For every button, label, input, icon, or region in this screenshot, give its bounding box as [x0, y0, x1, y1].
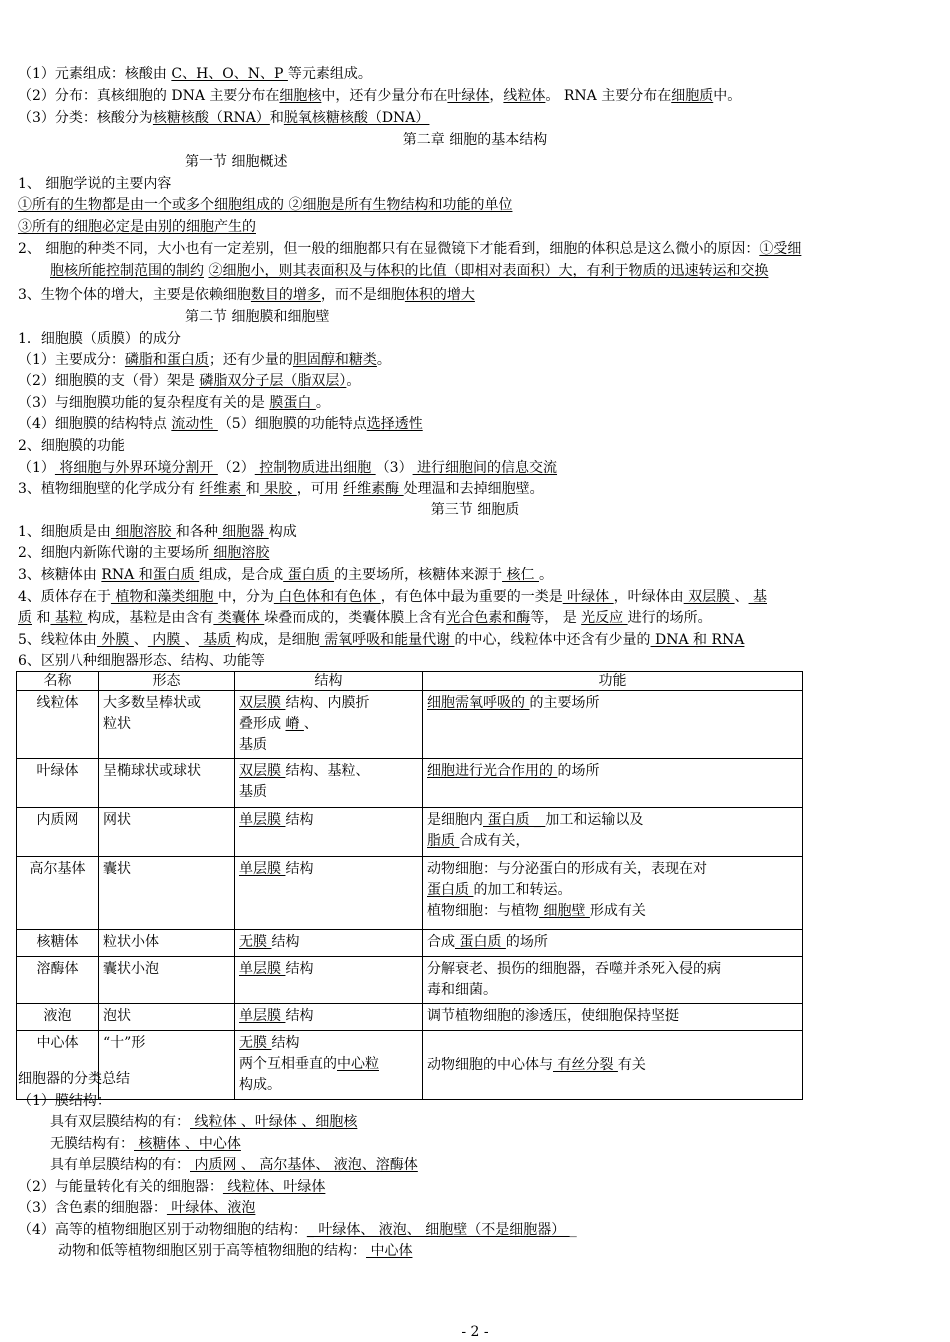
membrane-line: （2）细胞膜的支（骨）架是 磷脂双分子层（脂双层）。: [18, 373, 361, 389]
nucleic-acid-line: （3）分类：核酸分为核糖核酸（RNA）和脱氧核糖核酸（DNA）: [18, 110, 430, 126]
underlined-answer: 细胞核: [279, 88, 322, 104]
underlined-answer: 核糖体 、中心体: [134, 1136, 241, 1152]
underlined-answer: 细胞需氧呼吸的: [427, 695, 530, 711]
table-row: [17, 691, 803, 759]
underlined-answer: 线粒体、叶绿体: [222, 1179, 326, 1195]
organelle-name: 中心体: [17, 1031, 99, 1100]
underlined-answer: RNA 和蛋白质: [101, 567, 200, 583]
membrane-line: （3）与细胞膜功能的复杂程度有关的是 膜蛋白 。: [18, 395, 330, 411]
organelle-function: 调节植物细胞的渗透压，使细胞保持坚挺: [423, 1004, 803, 1031]
organelle-function: 动物细胞的中心体与 有丝分裂 有关: [423, 1031, 803, 1100]
underlined-answer: 类囊体: [213, 610, 265, 626]
organelle-function: 分解衰老、损伤的细胞器，吞噬并杀死入侵的病 毒和细菌。: [423, 957, 803, 1004]
table-row: [17, 957, 803, 1004]
underlined-answer: 细胞壁: [539, 903, 590, 919]
organelle-structure: 单层膜 结构: [235, 808, 423, 857]
underlined-answer: 有丝分裂: [553, 1056, 618, 1073]
organelle-name: 高尔基体: [17, 857, 99, 930]
underlined-answer: 嵴: [285, 716, 304, 732]
page-number: - 2 -: [461, 1324, 489, 1340]
cell-theory-line: 2、 细胞的种类不同，大小也有一定差别，但一般的细胞都只有在显微镜下才能看到，细胞的体积总是这么微小的原因：①受细: [18, 241, 802, 257]
section-title: 第三节 细胞质: [430, 502, 520, 518]
summary-line: （1）膜结构：: [18, 1093, 111, 1109]
underlined-answer: 流动性: [171, 416, 218, 432]
underlined-answer: 细胞溶胶: [208, 545, 270, 561]
organelle-shape: 囊状小泡: [99, 957, 235, 1004]
organelle-shape: 泡状: [99, 1004, 235, 1031]
underlined-answer: ③所有的细胞必定是由别的细胞产生的: [18, 219, 256, 235]
underlined-answer: 细胞器: [217, 524, 269, 540]
organelle-function: 细胞需氧呼吸的 的主要场所: [423, 691, 803, 759]
underlined-answer: 基: [748, 589, 767, 605]
cell-theory-line: 3、生物个体的增大，主要是依赖细胞数目的增多，而不是细胞体积的增大: [18, 287, 475, 303]
underlined-answer: 数目的增多: [250, 287, 321, 303]
underlined-answer: 将细胞与外界环境分割开: [54, 460, 218, 476]
underlined-answer: 外膜: [96, 632, 134, 648]
organelle-name: 液泡: [17, 1004, 99, 1031]
underlined-answer: 线粒体 、叶绿体 、细胞核: [190, 1114, 358, 1130]
table-row: [17, 930, 803, 957]
organelle-structure: 单层膜 结构: [235, 957, 423, 1004]
underlined-answer: 单层膜: [239, 861, 286, 877]
organelle-name: 叶绿体: [17, 759, 99, 808]
underlined-answer: 胆固醇和糖类: [292, 352, 377, 368]
underlined-answer: 植物和藻类细胞: [110, 589, 218, 605]
underlined-answer: 磷脂和蛋白质: [124, 352, 209, 368]
organelle-name: 线粒体: [17, 691, 99, 759]
underlined-answer: 核糖核酸（RNA）: [152, 110, 270, 126]
underlined-answer: 纤维素酶: [343, 481, 404, 497]
organelle-structure: 无膜 结构: [235, 930, 423, 957]
underlined-answer: 叶绿体: [447, 88, 490, 104]
underlined-answer: 蛋白质: [283, 567, 335, 583]
summary-line: 具有单层膜结构的有： 内质网 、 高尔基体、 液泡、溶酶体: [50, 1157, 418, 1173]
underlined-answer: 单层膜: [239, 1008, 286, 1024]
table-header: 名称: [17, 672, 99, 691]
underlined-answer: ①受细: [759, 241, 802, 257]
membrane-line: 3、植物细胞壁的化学成分有 纤维素 和 果胶 ，可用 纤维素酶 处理温和去掉细胞壁。: [18, 481, 544, 497]
underlined-answer: 纤维素: [199, 481, 246, 497]
cell-theory-line: [50, 261, 768, 282]
underlined-answer: 细胞质: [671, 88, 714, 104]
underlined-answer: 细胞溶胶: [110, 524, 176, 540]
underlined-answer: 脂质: [427, 833, 460, 849]
underlined-answer: ①所有的生物都是由一个或多个细胞组成的: [18, 197, 289, 213]
cytoplasm-line: 4、质体存在于 植物和藻类细胞 中，分为 白色体和有色体 ，有色体中最为重要的一类是 叶绿体 ，叶绿体由 双层膜 、 基: [18, 589, 767, 605]
cytoplasm-line: 6、区别八种细胞器形态、结构、功能等: [18, 653, 265, 669]
organelle-structure: 无膜 结构 两个互相垂直的中心粒 构成。: [235, 1031, 423, 1100]
underlined-answer: 需氧呼吸和能量代谢: [319, 632, 455, 648]
underlined-answer: 叶绿体、液泡: [166, 1200, 256, 1216]
table-header: 功能: [423, 672, 803, 691]
cytoplasm-line: 3、核糖体由 RNA 和蛋白质 组成，是合成 蛋白质 的主要场所，核糖体来源于 核仁 。: [18, 567, 553, 583]
section-title: 第一节 细胞概述: [185, 154, 288, 170]
organelle-structure: 单层膜 结构: [235, 1004, 423, 1031]
organelle-shape: 大多数呈棒状或 粒状: [99, 691, 235, 759]
membrane-line: （4）细胞膜的结构特点 流动性 （5）细胞膜的功能特点选择透性: [18, 416, 423, 432]
membrane-line: 1．细胞膜（质膜）的成分: [18, 331, 181, 347]
cytoplasm-line: 质 和 基粒 构成，基粒是由含有 类囊体 垛叠而成的，类囊体膜上含有光合色素和酶等， 是 光反应 进行的场所。: [18, 610, 712, 626]
organelle-structure: 双层膜 结构、内膜折 叠形成 嵴 、 基质: [235, 691, 423, 759]
underlined-answer: 基粒: [50, 610, 88, 626]
organelle-shape: 囊状: [99, 857, 235, 930]
underlined-answer: 无膜: [239, 934, 272, 950]
underlined-answer: 中心体: [366, 1243, 413, 1259]
underlined-answer: ②细胞是所有生物结构和功能的单位: [288, 197, 513, 213]
cytoplasm-line: 5、线粒体由 外膜 、 内膜 、 基质 构成，是细胞 需氧呼吸和能量代谢 的中心，线粒体中还含有少量的 DNA 和 RNA: [18, 632, 745, 648]
organelle-function: 是细胞内 蛋白质 _ 加工和运输以及 脂质 合成有关，: [423, 808, 803, 857]
membrane-line: 2、细胞膜的功能: [18, 438, 125, 454]
summary-line: （3）含色素的细胞器： 叶绿体、液泡: [18, 1200, 256, 1216]
organelle-shape: 网状: [99, 808, 235, 857]
underlined-answer: 双层膜: [239, 695, 286, 711]
underlined-answer: 蛋白质: [427, 882, 474, 898]
organelle-shape: 呈椭球状或球状: [99, 759, 235, 808]
organelle-function: 细胞进行光合作用的 的场所: [423, 759, 803, 808]
underlined-answer: 白色体和有色体: [273, 589, 381, 605]
underlined-answer: 基质: [198, 632, 236, 648]
underlined-answer: 核仁: [502, 567, 539, 583]
underlined-answer: _ 叶绿体、 液泡、 细胞壁（不是细胞器）: [306, 1222, 570, 1238]
underlined-answer: 光反应: [581, 610, 628, 626]
nucleic-acid-line: （1）元素组成：核酸由 C、H、O、N、P 等元素组成。: [18, 66, 372, 82]
underlined-answer: 控制物质进出细胞: [254, 460, 376, 476]
underlined-answer: 选择透性: [366, 416, 423, 432]
underlined-answer: 脱氧核糖核酸（DNA）: [283, 110, 430, 126]
organelle-function: 动物细胞：与分泌蛋白的形成有关，表现在对 蛋白质 的加工和转运。 植物细胞：与植物 细胞壁 形成有关: [423, 857, 803, 930]
table-header: 形态: [99, 672, 235, 691]
section-title: 第二节 细胞膜和细胞壁: [185, 309, 330, 325]
organelle-structure: 双层膜 结构、基粒、 基质: [235, 759, 423, 808]
underlined-answer: 线粒体: [503, 88, 546, 104]
table-header: 结构: [235, 672, 423, 691]
organelle-name: 内质网: [17, 808, 99, 857]
underlined-answer: 中心粒: [337, 1056, 379, 1072]
table-row: [17, 1031, 803, 1100]
underlined-answer: 内质网 、 高尔基体、 液泡、溶酶体: [190, 1157, 418, 1173]
underlined-answer: 无膜: [239, 1035, 272, 1051]
summary-line: （2）与能量转化有关的细胞器： 线粒体、叶绿体: [18, 1179, 326, 1195]
table-row: [17, 857, 803, 930]
nucleic-acid-line: （2）分布：真核细胞的 DNA 主要分布在细胞核中，还有少量分布在叶绿体，线粒体。 RNA 主要分布在细胞质中。: [18, 88, 742, 104]
underlined-answer: 双层膜: [239, 763, 286, 779]
organelle-shape: “十”形: [99, 1031, 235, 1100]
underlined-answer: 磷脂双分子层（脂双层）: [199, 373, 347, 389]
table-row: [17, 759, 803, 808]
underlined-answer: 质: [18, 610, 32, 626]
underlined-answer: 胞核所能控制范围的制约: [50, 263, 204, 279]
cytoplasm-line: 2、细胞内新陈代谢的主要场所 细胞溶胶: [18, 545, 270, 561]
cell-theory-line: 1、 细胞学说的主要内容: [18, 176, 172, 192]
summary-line: 无膜结构有： 核糖体 、中心体: [50, 1136, 241, 1152]
cytoplasm-line: 1、细胞质是由 细胞溶胶 和各种 细胞器 构成: [18, 524, 297, 540]
summary-line: 动物和低等植物细胞区别于高等植物细胞的结构： 中心体: [58, 1243, 413, 1259]
table-row: [17, 808, 803, 857]
organelle-name: 溶酶体: [17, 957, 99, 1004]
organelle-table: [16, 671, 803, 1100]
underlined-answer: 膜蛋白: [269, 395, 316, 411]
membrane-line: （1） 将细胞与外界环境分割开 （2） 控制物质进出细胞 （3） 进行细胞间的信息交流: [18, 460, 558, 476]
underlined-answer: 单层膜: [239, 812, 286, 828]
summary-line: 具有双层膜结构的有： 线粒体 、叶绿体 、细胞核: [50, 1114, 358, 1130]
membrane-line: （1）主要成分：磷脂和蛋白质；还有少量的胆固醇和糖类。: [18, 352, 391, 368]
underlined-answer: 细胞进行光合作用的: [427, 763, 558, 779]
organelle-function: 合成 蛋白质 的场所: [423, 930, 803, 957]
underlined-answer: C、H、O、N、P: [171, 66, 288, 82]
organelle-name: 核糖体: [17, 930, 99, 957]
underlined-answer: 蛋白质: [455, 934, 506, 950]
underlined-answer: 果胶: [259, 481, 297, 497]
table-row: [17, 1004, 803, 1031]
underlined-answer: 体积的增大: [404, 287, 475, 303]
underlined-answer: ②细胞小，则其表面积及与体积的比值（即相对表面积）大，有利于物质的迅速转运和交换: [208, 263, 769, 279]
underlined-answer: 双层膜: [683, 589, 735, 605]
underlined-answer: DNA 和 RNA: [650, 632, 745, 648]
underlined-answer: 叶绿体: [562, 589, 614, 605]
chapter-title: 第二章 细胞的基本结构: [402, 132, 548, 148]
summary-line: （4）高等的植物细胞区别于动物细胞的结构：_ 叶绿体、 液泡、 细胞壁（不是细胞器） _: [18, 1222, 577, 1238]
summary-line: 细胞器的分类总结: [18, 1071, 130, 1087]
organelle-structure: 单层膜 结构: [235, 857, 423, 930]
underlined-answer: 内膜: [147, 632, 185, 648]
underlined-answer: 单层膜: [239, 961, 286, 977]
cell-theory-line: [18, 195, 512, 216]
organelle-shape: 粒状小体: [99, 930, 235, 957]
underlined-answer: 光合色素和酶: [446, 610, 531, 626]
cell-theory-line: [18, 217, 256, 238]
underlined-answer: 进行细胞间的信息交流: [412, 460, 558, 476]
underlined-answer: 蛋白质 _: [483, 812, 546, 828]
